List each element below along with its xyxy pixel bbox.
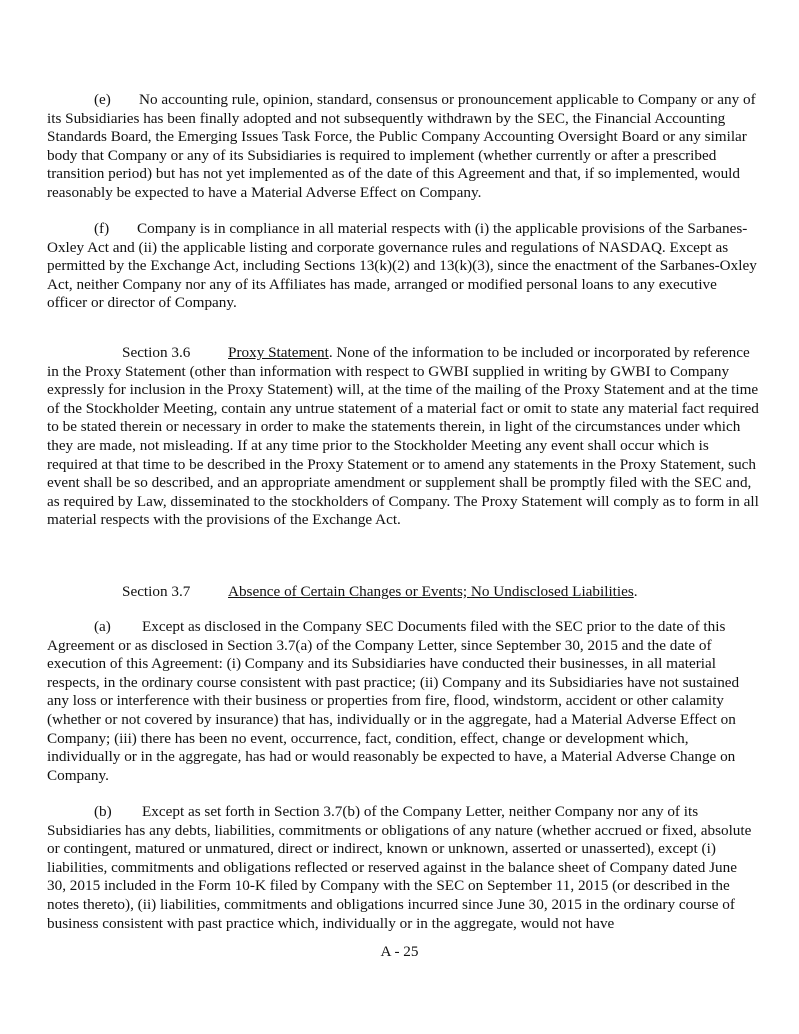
section-3-7-heading bbox=[122, 583, 638, 602]
paragraph-a-text: Except as disclosed in the Company SEC Documents filed with the SEC prior to the date of this Agreement or as disclosed in Section 3.7(a) of the Company Letter, since September 30, 2015 and the date of execution of this Agreement: (i) Company and its Subsidiaries have conducted their businesses, in all material respects, in the ordinary course consistent with past practice; (ii) Company and its Subsidiaries have not sustained any loss or interference with their business or properties from fire, flood, windstorm, accident or other calamity (whether or not covered by insurance) that has, individually or in the aggregate, had a Material Adverse Effect on Company; (iii) there has been no event, occurrence, fact, condition, effect, change or development which, individually or in the aggregate, has had or would reasonably be expected to have, a Material Adverse Change on Company. bbox=[47, 618, 740, 784]
section-3-6-text: . None of the information to be included or incorporated by reference in the Proxy Statement (other than information with respect to GWBI supplied in writing by GWBI to Company expressly for inclusion in the Proxy Statement) will, at the time of the mailing of the Proxy Statement and at the time of the Stockholder Meeting, contain any untrue statement of a material fact or omit to state any material fact required to be stated therein or necessary in order to make the statements therein, in light of the circumstances under which they are made, not misleading. If at any time prior to the Stockholder Meeting any event shall occur which is required at that time to be described in the Proxy Statement or to amend any statements in the Proxy Statement, such event shall be so described, and an appropriate amendment or supplement shall be promptly filed with the SEC and, as required by Law, disseminated to the stockholders of Company. The Proxy Statement will comply as to form in all material respects with the provisions of the Exchange Act. bbox=[47, 344, 759, 529]
page-number: A - 25 bbox=[380, 943, 419, 960]
section-3-7-number: Section 3.7 bbox=[122, 583, 191, 600]
section-3-6 bbox=[47, 344, 759, 530]
paragraph-e-text: No accounting rule, opinion, standard, consensus or pronouncement applicable to Company or any of its Subsidiaries has been finally adopted and not subsequently withdrawn by the SEC, the Financial Accounting Standards Board, the Emerging Issues Task Force, the Public Company Accounting Oversight Board or any similar body that Company or any of its Subsidiaries is required to implement (whether currently or after a prescribed transition period) but has not yet implemented as of the date of this Agreement and that, if so implemented, would reasonably be expected to have a Material Adverse Effect on Company. bbox=[47, 91, 756, 201]
paragraph-f-text: Company is in compliance in all material respects with (i) the applicable provisions of the Sarbanes-Oxley Act and (ii) the applicable listing and corporate governance rules and regulations of NASDAQ. Except as permitted by the Exchange Act, including Sections 13(k)(2) and 13(k)(3), since the enactment of the Sarbanes-Oxley Act, neither Company nor any of its Affiliates has made, arranged or modified personal loans to any executive officer or director of Company. bbox=[47, 220, 757, 312]
paragraph-f-label: (f) bbox=[94, 220, 110, 237]
section-3-6-title: Proxy Statement bbox=[228, 344, 329, 361]
paragraph-e-label: (e) bbox=[94, 91, 111, 108]
section-3-7-end: . bbox=[633, 583, 638, 600]
section-3-7-title: Absence of Certain Changes or Events; No Undisclosed Liabilities bbox=[228, 583, 634, 600]
paragraph-b-text: Except as set forth in Section 3.7(b) of the Company Letter, neither Company nor any of its Subsidiaries has any debts, liabilities, commitments or obligations of any nature (whether accrued or fixed, absolute or contingent, matured or unmatured, direct or indirect, known or unknown, asserted or unasserted), except (i) liabilities, commitments and obligations reflected or reserved against in the balance sheet of Company dated June 30, 2015 included in the Form 10-K filed by Company with the SEC on September 11, 2015 (or described in the notes thereto), (ii) liabilities, commitments and obligations incurred since June 30, 2015 in the ordinary course of business consistent with past practice which, individually or in the aggregate, would not have bbox=[47, 803, 752, 932]
paragraph-a-label: (a) bbox=[94, 618, 111, 635]
paragraph-b bbox=[47, 803, 759, 933]
section-3-6-number: Section 3.6 bbox=[122, 344, 191, 361]
paragraph-b-label: (b) bbox=[94, 803, 112, 820]
paragraph-e bbox=[47, 91, 759, 203]
paragraph-a bbox=[47, 618, 759, 785]
paragraph-f bbox=[47, 220, 759, 313]
